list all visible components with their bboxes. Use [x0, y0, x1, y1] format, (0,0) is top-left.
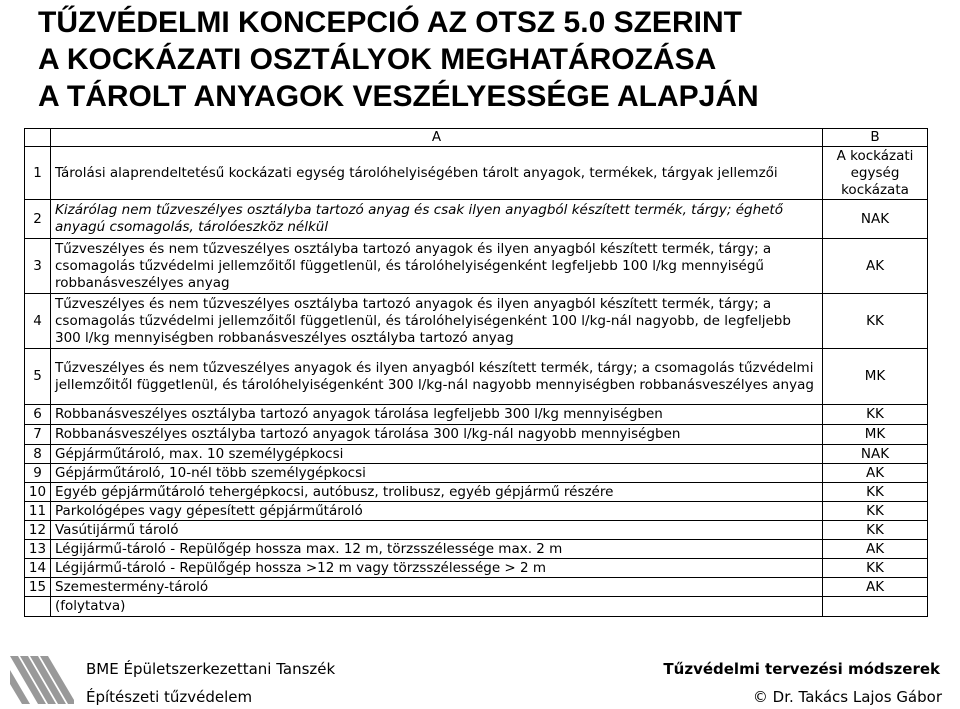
- row-number: 2: [25, 200, 51, 239]
- title-line-1: TŰZVÉDELMI KONCEPCIÓ AZ OTSZ 5.0 SZERINT: [38, 6, 742, 39]
- row-number: 5: [25, 349, 51, 405]
- row-description: Tárolási alaprendeltetésű kockázati egység tárolóhelyiségében tárolt anyagok, termékek, tárgyak jellemzői: [51, 147, 823, 200]
- row-risk-class: KK: [823, 559, 928, 578]
- table-row: [25, 349, 928, 405]
- row-description: Szemestermény-tároló: [51, 578, 823, 597]
- table-row: [25, 483, 928, 502]
- row-number: 1: [25, 147, 51, 200]
- table-row: [25, 405, 928, 425]
- bme-logo-icon: [10, 656, 74, 704]
- row-risk-class: [823, 597, 928, 617]
- row-number: 3: [25, 239, 51, 294]
- row-description: Tűzveszélyes és nem tűzveszélyes osztályba tartozó anyagok és ilyen anyagból készített termék, tárgy; a csomagolás tűzvédelmi jellemzőitől függetlenül, és tárolóhelyiségenként 100 l/kg-nál nagyobb, de legfeljebb 300 l/kg mennyiségben robbanásveszélyes osztályba tartozó anyag: [51, 294, 823, 349]
- table-row: [25, 597, 928, 617]
- row-description: Parkológépes vagy gépesített gépjárműtároló: [51, 502, 823, 521]
- footer-course: Építészeti tűzvédelem: [86, 688, 253, 706]
- column-a-header: A: [51, 129, 823, 147]
- footer-topic: Tűzvédelmi tervezési módszerek: [663, 660, 940, 678]
- row-number: 10: [25, 483, 51, 502]
- row-risk-class: AK: [823, 239, 928, 294]
- table-row: [25, 521, 928, 540]
- row-description: Légijármű-tároló - Repülőgép hossza >12 m vagy törzsszélessége > 2 m: [51, 559, 823, 578]
- row-risk-class: NAK: [823, 445, 928, 464]
- footer: [0, 648, 960, 709]
- row-risk-class: AK: [823, 464, 928, 483]
- row-risk-class: KK: [823, 502, 928, 521]
- row-number: 13: [25, 540, 51, 559]
- row-risk-class: KK: [823, 294, 928, 349]
- table-row: [25, 147, 928, 200]
- table-row: [25, 239, 928, 294]
- row-number: 11: [25, 502, 51, 521]
- row-risk-class: A kockázati egység kockázata: [823, 147, 928, 200]
- row-description: Kizárólag nem tűzveszélyes osztályba tartozó anyag és csak ilyen anyagból készített termék, tárgy; éghető anyagú csomagolás, tárolóeszköz nélkül: [51, 200, 823, 239]
- table-row: [25, 578, 928, 597]
- table-row: [25, 540, 928, 559]
- row-description: Robbanásveszélyes osztályba tartozó anyagok tárolása 300 l/kg-nál nagyobb mennyiségben: [51, 425, 823, 445]
- title-line-2: A KOCKÁZATI OSZTÁLYOK MEGHATÁROZÁSA: [38, 43, 717, 76]
- row-description: Robbanásveszélyes osztályba tartozó anyagok tárolása legfeljebb 300 l/kg mennyiségben: [51, 405, 823, 425]
- row-description: (folytatva): [51, 597, 823, 617]
- row-number: [25, 597, 51, 617]
- row-description: Tűzveszélyes és nem tűzveszélyes osztályba tartozó anyagok és ilyen anyagból készített termék, tárgy; a csomagolás tűzvédelmi jellemzőitől függetlenül, és tárolóhelyiségenként legfeljebb 100 l/kg mennyiségű robbanásveszélyes anyag: [51, 239, 823, 294]
- row-number: 7: [25, 425, 51, 445]
- table-row: [25, 200, 928, 239]
- title-line-3: A TÁROLT ANYAGOK VESZÉLYESSÉGE ALAPJÁN: [38, 80, 759, 113]
- row-risk-class: NAK: [823, 200, 928, 239]
- row-number: 9: [25, 464, 51, 483]
- table-row: [25, 445, 928, 464]
- header-blank-cell: [25, 129, 51, 147]
- row-description: Gépjárműtároló, 10-nél több személygépkocsi: [51, 464, 823, 483]
- row-risk-class: KK: [823, 483, 928, 502]
- row-risk-class: AK: [823, 578, 928, 597]
- table-row: [25, 425, 928, 445]
- row-number: 14: [25, 559, 51, 578]
- row-risk-class: MK: [823, 425, 928, 445]
- row-risk-class: MK: [823, 349, 928, 405]
- risk-class-table: [24, 128, 928, 617]
- row-number: 12: [25, 521, 51, 540]
- footer-author: © Dr. Takács Lajos Gábor: [752, 688, 942, 706]
- page-title: [38, 4, 759, 115]
- row-description: Tűzveszélyes és nem tűzveszélyes anyagok és ilyen anyagból készített termék, tárgy; a csomagolás tűzvédelmi jellemzőitől függetlenül, és tárolóhelyiségenként 300 l/kg-nál nagyobb mennyiségben robbanásveszélyes anyag: [51, 349, 823, 405]
- footer-department: BME Épületszerkezettani Tanszék: [86, 660, 336, 678]
- row-number: 15: [25, 578, 51, 597]
- row-risk-class: KK: [823, 405, 928, 425]
- row-description: Légijármű-tároló - Repülőgép hossza max. 12 m, törzsszélessége max. 2 m: [51, 540, 823, 559]
- row-number: 4: [25, 294, 51, 349]
- column-b-header: B: [823, 129, 928, 147]
- row-description: Gépjárműtároló, max. 10 személygépkocsi: [51, 445, 823, 464]
- table-row: [25, 502, 928, 521]
- row-description: Vasútijármű tároló: [51, 521, 823, 540]
- table-row: [25, 294, 928, 349]
- row-number: 6: [25, 405, 51, 425]
- row-description: Egyéb gépjárműtároló tehergépkocsi, autóbusz, trolibusz, egyéb gépjármű részére: [51, 483, 823, 502]
- table-row: [25, 464, 928, 483]
- table-row: [25, 559, 928, 578]
- row-number: 8: [25, 445, 51, 464]
- table-header-row: [25, 129, 928, 147]
- row-risk-class: KK: [823, 521, 928, 540]
- row-risk-class: AK: [823, 540, 928, 559]
